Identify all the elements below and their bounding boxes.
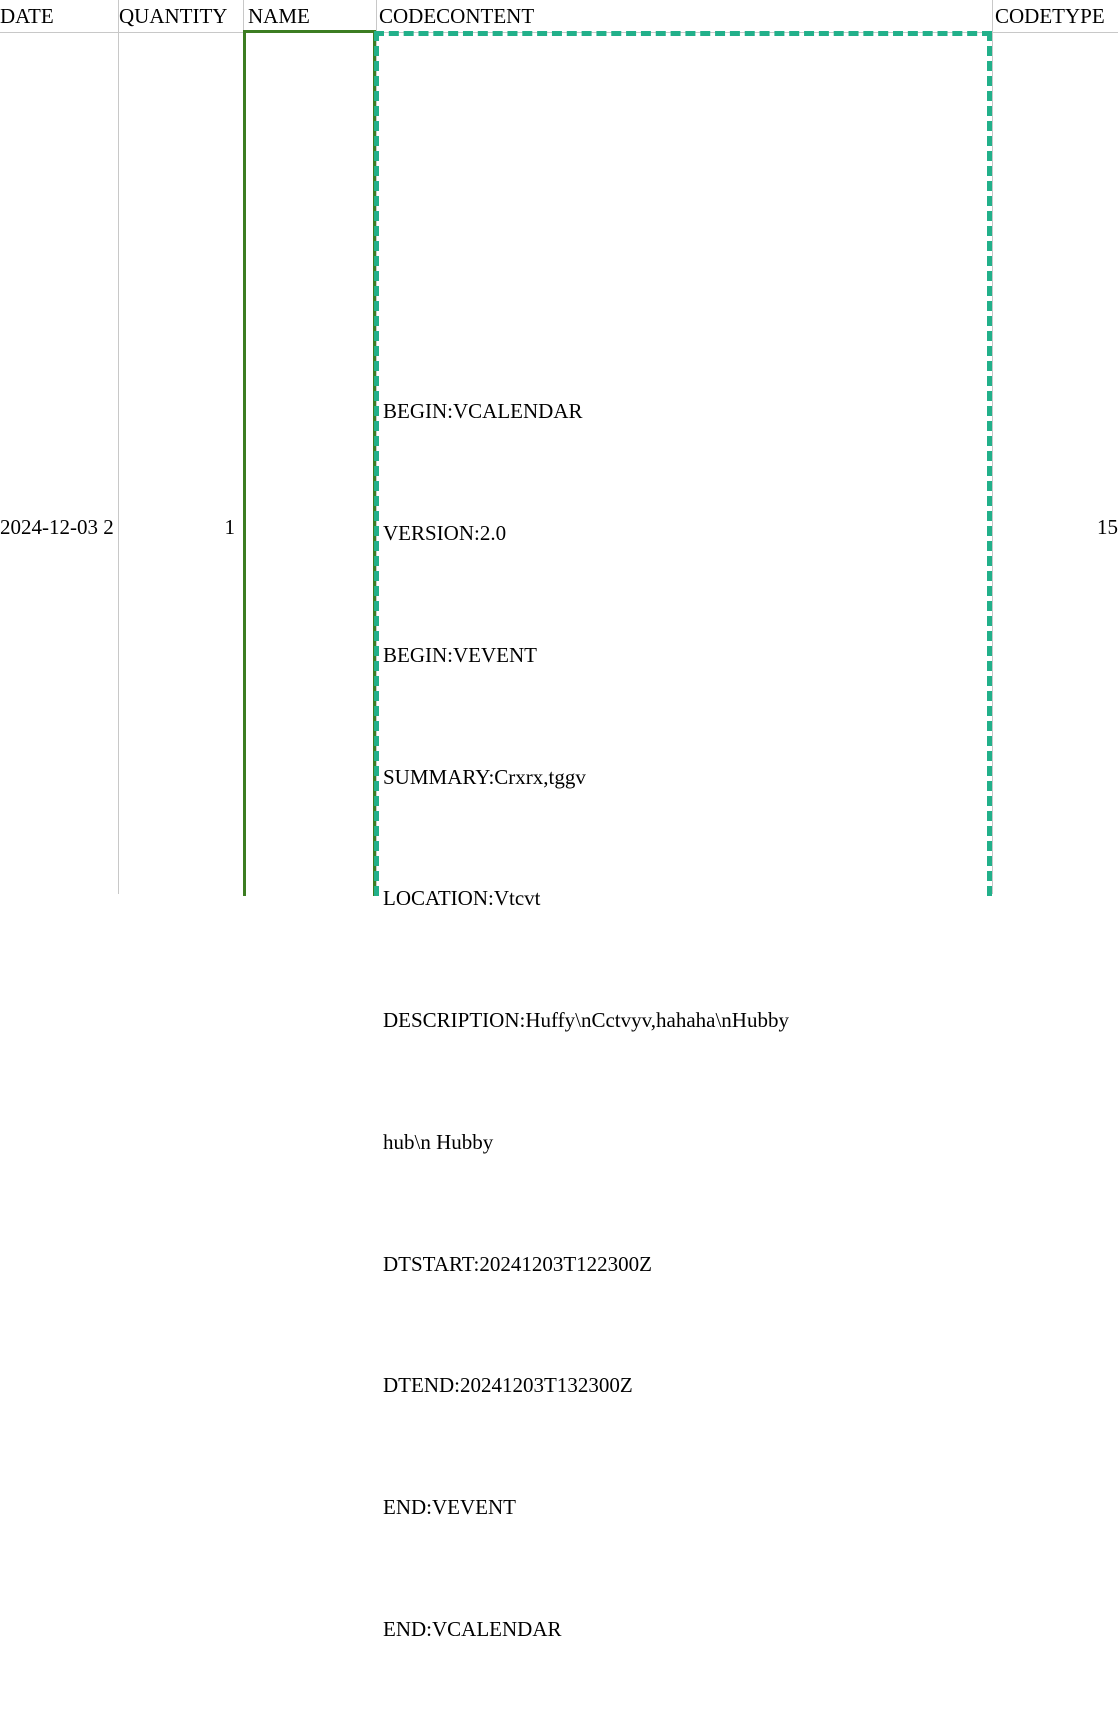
codecontent-line: BEGIN:VEVENT	[383, 642, 537, 667]
name-column-selection-box	[243, 30, 376, 896]
cell-date[interactable]: 2024-12-03 2	[0, 515, 114, 539]
cell-codetype[interactable]: 15	[1097, 515, 1118, 539]
codecontent-line: LOCATION:Vtcvt	[383, 886, 541, 911]
codecontent-line: DTSTART:20241203T122300Z	[383, 1251, 653, 1276]
codecontent-line: VERSION:2.0	[383, 520, 507, 545]
codecontent-line: DTEND:20241203T132300Z	[383, 1373, 633, 1398]
column-divider-date	[118, 0, 119, 894]
cell-codecontent[interactable]	[379, 310, 979, 1731]
column-divider-quantity	[243, 0, 244, 894]
column-header-quantity[interactable]: QUANTITY	[119, 4, 228, 28]
cell-quantity[interactable]: 1	[224, 515, 235, 539]
codecontent-line: DESCRIPTION:Huffy\nCctvyv,hahaha\nHubby	[383, 1008, 789, 1033]
column-header-codecontent[interactable]: CODECONTENT	[379, 4, 535, 28]
column-header-name[interactable]: NAME	[248, 4, 310, 28]
table-header-row	[0, 0, 1118, 33]
codecontent-line: END:VCALENDAR	[383, 1617, 562, 1641]
column-header-date[interactable]: DATE	[0, 4, 54, 28]
codecontent-line: SUMMARY:Crxrx,tggv	[383, 764, 586, 789]
column-divider-codecontent	[992, 0, 993, 894]
codecontent-line: hub\n Hubby	[383, 1129, 494, 1154]
codecontent-line: END:VEVENT	[383, 1495, 516, 1520]
column-divider-name	[376, 0, 377, 894]
codecontent-line: BEGIN:VCALENDAR	[383, 399, 583, 424]
column-header-codetype[interactable]: CODETYPE	[995, 4, 1105, 28]
